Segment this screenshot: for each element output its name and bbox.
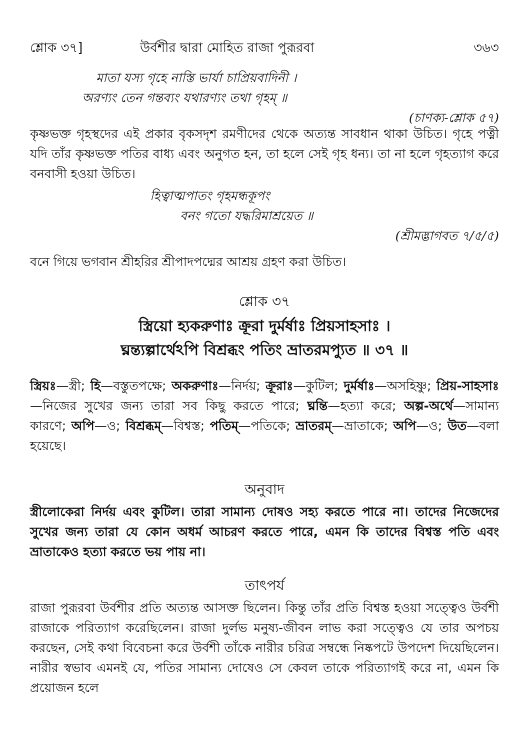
- page-header: [30, 40, 499, 58]
- header-title: উর্বশীর দ্বারা মোহিত রাজা পুরূরবা: [140, 41, 315, 56]
- synonym-word: ভ্রাতরম্‌: [295, 418, 332, 433]
- page-number: ৩৬৩: [473, 41, 499, 56]
- purport-heading: তাৎপর্য: [244, 578, 285, 594]
- quote-reference: (চাণক্য-শ্লোক ৫৭): [408, 110, 499, 125]
- synonym-word: পতিম্‌: [209, 418, 239, 433]
- synonym-word: অল্প-অর্থে: [404, 398, 453, 413]
- synonym-meaning: নিজের সুখের জন্য তারা সব কিছু করতে পারে;: [42, 398, 308, 413]
- synonym-meaning: স্ত্রী;: [68, 378, 91, 393]
- synonym-meaning: সামান্য কারণে;: [30, 398, 499, 433]
- synonym-meaning: ও;: [106, 418, 126, 433]
- synonym-word: স্ত্রিয়ঃ: [30, 378, 57, 393]
- synonym-meaning: বলা হয়েছে।: [30, 418, 499, 453]
- synonym-meaning: পতিকে;: [250, 418, 296, 433]
- synonym-meaning: বস্তুতপক্ষে;: [113, 378, 172, 393]
- quote-bhagavatam: [150, 186, 313, 226]
- paragraph: কৃষ্ণভক্ত গৃহস্থদের এই প্রকার বৃকসদৃশ রমণীদের থেকে অত্যন্ত সাবধান থাকা উচিত। গৃহে পত্নী যদি তাঁর কৃষ্ণভক্ত পতির বাধ্য এবং অনুগত হন, তা হলে সেই গৃহ ধন্য। তা না হলে গৃহত্যাগ করে বনবাসী হওয়া উচিত।: [30, 126, 499, 181]
- synonym-word: হি: [90, 378, 101, 393]
- synonym-meaning: অসহিষ্ণু;: [386, 378, 437, 393]
- sloka-verse: [30, 314, 499, 362]
- quote-chanakya: [82, 68, 297, 108]
- translation-text: স্ত্রীলোকেরা নির্দয় এবং কুটিল। তারা সামান্য দোষও সহ্য করতে পারে না। তাদের নিজেদের সুখের জন্য তারা যে কোন অধর্ম আচরণ করতে পারে, এমন কি তাদের বিশ্বস্ত পতি এবং ভ্রাতাকেও হত্যা করতে ভয় পায় না।: [30, 504, 499, 559]
- synonym-word: ক্রূরাঃ: [265, 378, 294, 393]
- quote-line: হিত্বাত্মপাতং গৃহমন্ধকূপং: [150, 188, 270, 203]
- paragraph: বনে গিয়ে ভগবান শ্রীহরির শ্রীপাদপদ্মের আশ্রয় গ্রহণ করা উচিত।: [30, 254, 347, 269]
- synonym-word: অপি: [71, 418, 95, 433]
- translation-heading: অনুবাদ: [244, 482, 285, 498]
- synonym-word: বিশ্রব্ধম্‌: [125, 418, 162, 433]
- synonym-meaning: বিশ্বস্ত;: [173, 418, 210, 433]
- synonym-meaning: নির্দয়;: [231, 378, 266, 393]
- quote-line: অরণ্যং তেন গন্তব্যং যথারণ্যং তথা গৃহম্‌ ॥: [82, 90, 288, 105]
- synonym-word: উত: [447, 418, 467, 433]
- synonym-meaning: ভ্রাতাকে;: [344, 418, 394, 433]
- synonym-word: দুর্মর্ষাঃ: [343, 378, 375, 393]
- synonym-word: প্রিয়-সাহসাঃ: [436, 378, 499, 393]
- quote-line: বনং গতো যদ্ধরিমাশ্রয়েত ॥: [180, 208, 314, 223]
- sloka-heading: শ্লোক ৩৭: [238, 294, 291, 310]
- synonym-meaning: হত্যা করে;: [340, 398, 405, 413]
- word-meanings: স্ত্রিয়ঃ—স্ত্রী; হি—বস্তুতপক্ষে; অকরুণাঃ—নির্দয়; ক্রূরাঃ—কুটিল; দুর্মর্ষাঃ—অসহিষ্ণু; প্রিয়-সাহসাঃ—নিজের সুখের জন্য তারা সব কিছু করতে পারে; ঘ্নন্তি—হত্যা করে; অল্প-অর্থে—সামান্য কারণে; অপি—ও; বিশ্রব্ধম্‌—বিশ্বস্ত; পতিম্‌—পতিকে; ভ্রাতরম্‌—ভ্রাতাকে; অপি—ও; উত—বলা হয়েছে।: [30, 378, 499, 453]
- purport-text: রাজা পুরূরবা উর্বশীর প্রতি অত্যন্ত আসক্ত ছিলেন। কিন্তু তাঁর প্রতি বিশ্বস্ত হওয়া সত্ত্বেও উর্বশী রাজাকে পরিত্যাগ করেছিলেন। রাজা দুর্লভ মনুষ্য-জীবন লাভ করা সত্ত্বেও যে তার অপচয় করছেন, সেই কথা বিবেচনা করে উর্বশী তাঁকে নারীর চরিত্র সম্বন্ধে নিষ্কপটে উপদেশ দিয়েছিলেন। নারীর স্বভাব এমনই যে, পতির সামান্য দোষেও সে কেবল তাকে পরিত্যাগই করে না, এমন কি প্রয়োজন হলে: [30, 600, 499, 695]
- sloka-line: ঘ্নন্ত্যল্পার্থেঽপি বিশ্রব্ধং পতিং ভ্রাতরমপ্যুত ॥ ৩৭ ॥: [120, 341, 409, 359]
- header-chapter-ref: শ্লোক ৩৭]: [30, 41, 83, 56]
- synonym-meaning: কুটিল;: [305, 378, 344, 393]
- quote-reference: (শ্রীমদ্ভাগবত ৭/৫/৫): [395, 228, 499, 243]
- synonym-word: ঘ্নন্তি: [307, 398, 328, 413]
- synonym-meaning: ও;: [428, 418, 448, 433]
- synonym-word: অপি: [393, 418, 417, 433]
- synonym-word: অকরুণাঃ: [171, 378, 219, 393]
- quote-line: মাতা যস্য গৃহে নাস্তি ভার্যা চাপ্রিয়বাদিনী ।: [96, 70, 297, 85]
- sloka-line: স্ত্রিয়ো হ্যকরুণাঃ ক্রূরা দুর্মর্ষাঃ প্রিয়সাহসাঃ ।: [138, 317, 391, 335]
